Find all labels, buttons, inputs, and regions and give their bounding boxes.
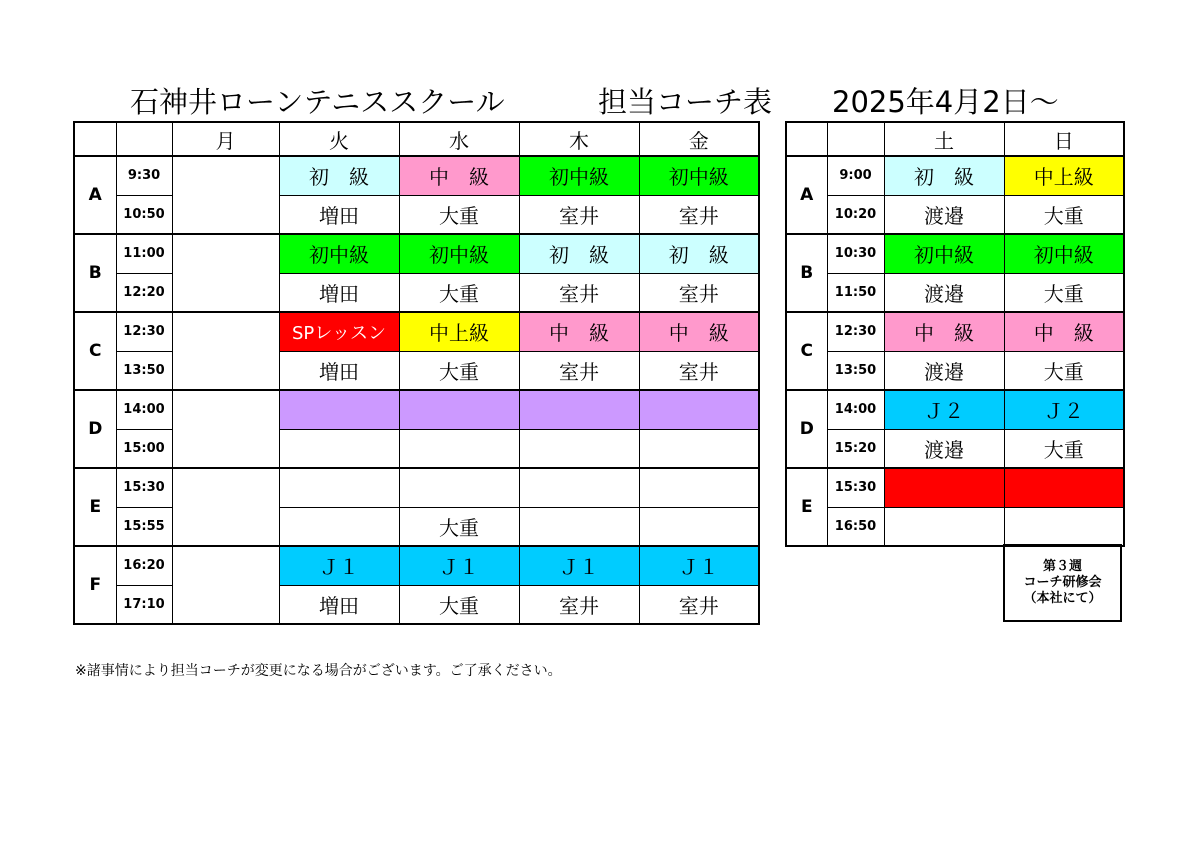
day-header-tue: 火 (279, 122, 399, 156)
coach-cell: 室井 (639, 351, 759, 390)
class-level-cell: 初 級 (884, 156, 1004, 195)
end-time: 13:50 (116, 351, 172, 390)
coach-cell (639, 507, 759, 546)
class-level-cell (399, 390, 519, 429)
class-level-cell (399, 468, 519, 507)
corner-cell (74, 122, 116, 156)
block-label: A (74, 156, 116, 234)
class-level-cell: Ｊ１ (519, 546, 639, 585)
start-time: 11:00 (116, 234, 172, 273)
start-time: 14:00 (827, 390, 884, 429)
class-level-cell: 中上級 (399, 312, 519, 351)
block-label: D (74, 390, 116, 468)
coach-cell: 渡邉 (884, 429, 1004, 468)
coach-cell (519, 429, 639, 468)
coach-cell: 渡邉 (884, 273, 1004, 312)
monday-slot (172, 234, 279, 312)
coach-cell: 室井 (519, 585, 639, 624)
class-level-cell (639, 390, 759, 429)
coach-training-note (1003, 544, 1122, 622)
monday-slot (172, 546, 279, 624)
weekend-block-a-coach-row (786, 195, 1124, 234)
class-level-cell: 初中級 (884, 234, 1004, 273)
weekend-block-e-class-row (786, 468, 1124, 507)
coach-cell (279, 429, 399, 468)
monday-slot (172, 312, 279, 390)
class-level-cell (884, 468, 1004, 507)
end-time: 11:50 (827, 273, 884, 312)
class-level-cell: 初中級 (1004, 234, 1124, 273)
weekend-header-row (786, 122, 1124, 156)
weekend-block-c-coach-row (786, 351, 1124, 390)
end-time: 10:50 (116, 195, 172, 234)
class-level-cell (279, 390, 399, 429)
end-time: 15:20 (827, 429, 884, 468)
start-time: 12:30 (827, 312, 884, 351)
class-level-cell: Ｊ２ (1004, 390, 1124, 429)
class-level-cell: 中 級 (1004, 312, 1124, 351)
coach-cell: 大重 (399, 195, 519, 234)
document-title: 担当コーチ表 (598, 85, 773, 119)
class-level-cell: Ｊ２ (884, 390, 1004, 429)
day-header-fri: 金 (639, 122, 759, 156)
note-line-location: （本社にて） (1023, 590, 1102, 606)
coach-cell (279, 507, 399, 546)
coach-cell (399, 429, 519, 468)
day-header-mon: 月 (172, 122, 279, 156)
block-e-class-row (74, 468, 759, 507)
note-line-training: コーチ研修会 (1023, 574, 1102, 590)
block-label: C (786, 312, 827, 390)
weekend-schedule-table (785, 121, 1125, 547)
class-level-cell: Ｊ１ (639, 546, 759, 585)
block-label: E (786, 468, 827, 546)
weekend-block-d-class-row (786, 390, 1124, 429)
block-b-class-row (74, 234, 759, 273)
class-level-cell: 中 級 (639, 312, 759, 351)
sp-lesson-cell: SPレッスン (279, 312, 399, 351)
block-label: C (74, 312, 116, 390)
coach-cell: 増田 (279, 351, 399, 390)
coach-cell: 室井 (639, 585, 759, 624)
day-header-wed: 水 (399, 122, 519, 156)
weekend-block-e-coach-row (786, 507, 1124, 546)
monday-slot (172, 156, 279, 234)
coach-cell: 室井 (519, 195, 639, 234)
coach-cell: 大重 (1004, 195, 1124, 234)
class-level-cell: 中 級 (519, 312, 639, 351)
coach-cell (884, 507, 1004, 546)
coach-cell: 大重 (399, 273, 519, 312)
class-level-cell (519, 390, 639, 429)
class-level-cell: Ｊ１ (399, 546, 519, 585)
coach-cell: 大重 (1004, 273, 1124, 312)
class-level-cell: Ｊ１ (279, 546, 399, 585)
weekend-block-d-coach-row (786, 429, 1124, 468)
weekend-block-c-class-row (786, 312, 1124, 351)
school-name: 石神井ローンテニススクール (130, 85, 505, 119)
end-time: 15:55 (116, 507, 172, 546)
class-level-cell: 中 級 (399, 156, 519, 195)
weekend-block-a-class-row (786, 156, 1124, 195)
block-label: B (74, 234, 116, 312)
start-time: 14:00 (116, 390, 172, 429)
coach-cell: 増田 (279, 195, 399, 234)
coach-cell: 渡邉 (884, 351, 1004, 390)
coach-cell: 増田 (279, 585, 399, 624)
day-header-thu: 木 (519, 122, 639, 156)
class-level-cell: 初中級 (279, 234, 399, 273)
effective-date: 2025年4月2日～ (832, 85, 1059, 119)
corner-cell (116, 122, 172, 156)
coach-cell: 増田 (279, 273, 399, 312)
corner-cell (786, 122, 827, 156)
coach-cell: 大重 (399, 351, 519, 390)
coach-cell: 大重 (1004, 351, 1124, 390)
block-f-class-row (74, 546, 759, 585)
coach-cell: 室井 (519, 351, 639, 390)
weekend-block-b-coach-row (786, 273, 1124, 312)
block-label: F (74, 546, 116, 624)
coach-cell: 室井 (519, 273, 639, 312)
coach-cell (1004, 507, 1124, 546)
monday-slot (172, 390, 279, 468)
class-level-cell: 初中級 (639, 156, 759, 195)
footer-disclaimer: ※諸事情により担当コーチが変更になる場合がございます。ご了承ください。 (75, 663, 562, 679)
class-level-cell (279, 468, 399, 507)
class-level-cell (519, 468, 639, 507)
class-level-cell: 初 級 (279, 156, 399, 195)
class-level-cell (1004, 468, 1124, 507)
coach-cell: 渡邉 (884, 195, 1004, 234)
class-level-cell (639, 468, 759, 507)
class-level-cell: 初 級 (519, 234, 639, 273)
start-time: 15:30 (827, 468, 884, 507)
coach-cell: 室井 (639, 273, 759, 312)
block-label: A (786, 156, 827, 234)
start-time: 12:30 (116, 312, 172, 351)
coach-cell (519, 507, 639, 546)
coach-cell: 大重 (399, 585, 519, 624)
monday-slot (172, 468, 279, 546)
end-time: 17:10 (116, 585, 172, 624)
coach-cell: 室井 (639, 195, 759, 234)
block-label: D (786, 390, 827, 468)
end-time: 13:50 (827, 351, 884, 390)
weekday-schedule-table (73, 121, 760, 625)
start-time: 15:30 (116, 468, 172, 507)
class-level-cell: 初中級 (519, 156, 639, 195)
end-time: 10:20 (827, 195, 884, 234)
start-time: 9:30 (116, 156, 172, 195)
weekday-header-row (74, 122, 759, 156)
end-time: 12:20 (116, 273, 172, 312)
class-level-cell: 中上級 (1004, 156, 1124, 195)
class-level-cell: 初中級 (399, 234, 519, 273)
class-level-cell: 中 級 (884, 312, 1004, 351)
day-header-sun: 日 (1004, 122, 1124, 156)
start-time: 16:20 (116, 546, 172, 585)
class-level-cell: 初 級 (639, 234, 759, 273)
block-c-class-row (74, 312, 759, 351)
start-time: 9:00 (827, 156, 884, 195)
corner-cell (827, 122, 884, 156)
coach-cell: 大重 (1004, 429, 1124, 468)
coach-cell: 大重 (399, 507, 519, 546)
block-label: B (786, 234, 827, 312)
note-line-week: 第３週 (1042, 558, 1082, 574)
weekend-block-b-class-row (786, 234, 1124, 273)
day-header-sat: 土 (884, 122, 1004, 156)
block-label: E (74, 468, 116, 546)
block-d-class-row (74, 390, 759, 429)
block-a-class-row (74, 156, 759, 195)
end-time: 16:50 (827, 507, 884, 546)
start-time: 10:30 (827, 234, 884, 273)
coach-cell (639, 429, 759, 468)
end-time: 15:00 (116, 429, 172, 468)
